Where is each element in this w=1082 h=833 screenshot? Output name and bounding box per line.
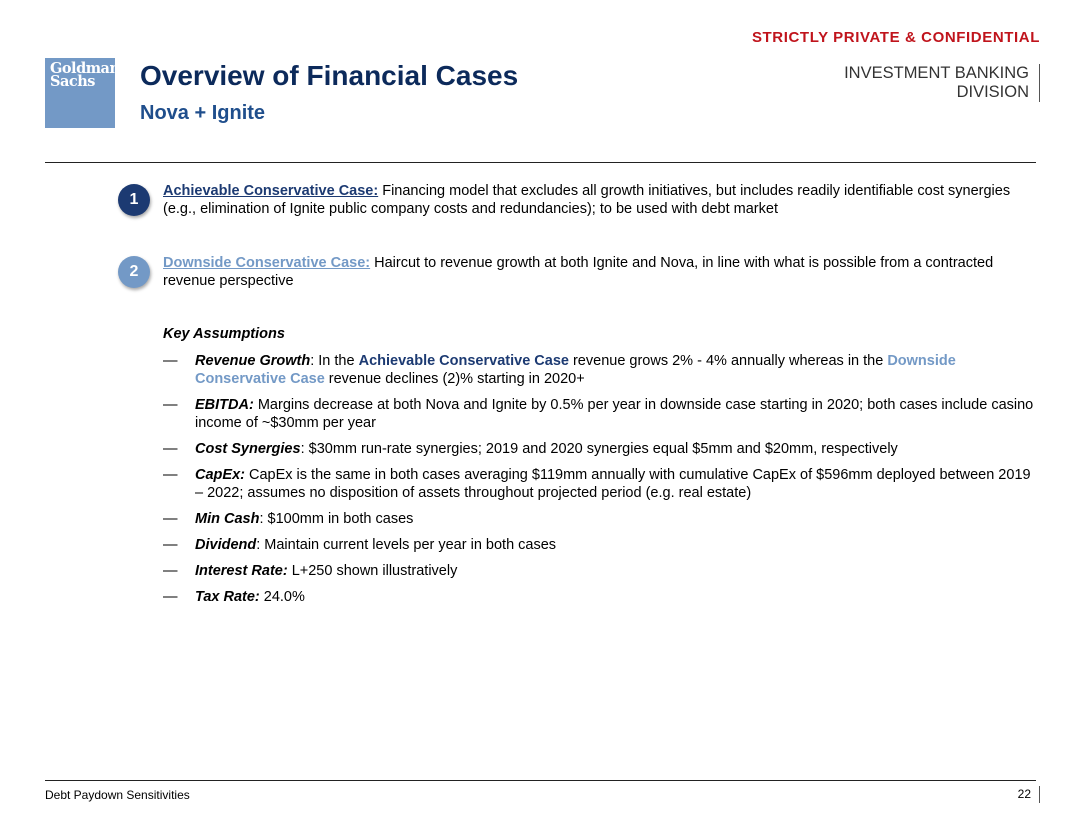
assumption-text: : $30mm run-rate synergies; 2019 and 2020 synergies equal $5mm and $20mm, respectively	[300, 441, 898, 457]
case-2-description	[163, 254, 1033, 290]
dash-bullet: —	[163, 467, 178, 483]
page-subtitle: Nova + Ignite	[140, 102, 266, 124]
assumption-text: CapEx is the same in both cases averaging $119mm annually with cumulative CapEx of $596mm deployed between 2019 – 2022; assumes no disposition of assets throughout projected period (e.g. real estate)	[195, 467, 1031, 501]
case-1-title: Achievable Conservative Case:	[163, 183, 379, 199]
assumption-cost-synergies	[163, 440, 1036, 458]
assumption-min-cash	[163, 510, 1036, 528]
case-1-description	[163, 182, 1033, 218]
page-number: 22	[1018, 786, 1040, 803]
division-line-1: INVESTMENT BANKING	[844, 64, 1029, 82]
assumption-text: : $100mm in both cases	[259, 511, 414, 527]
assumption-capex	[163, 466, 1036, 502]
dash-bullet: —	[163, 511, 178, 527]
page-title: Overview of Financial Cases	[140, 60, 519, 91]
assumption-label: EBITDA:	[195, 397, 254, 413]
assumption-text: L+250 shown illustratively	[287, 563, 458, 579]
assumption-text: revenue grows 2% - 4% annually whereas in the	[568, 353, 888, 369]
assumption-label: Interest Rate:	[195, 563, 288, 579]
achievable-case-highlight: Achievable Conservative Case	[358, 353, 569, 369]
assumption-revenue-growth	[163, 352, 1036, 388]
assumption-interest-rate	[163, 562, 1036, 580]
logo-line-1: Goldman	[50, 60, 120, 77]
case-1-number-badge: 1	[118, 184, 150, 216]
goldman-sachs-logo	[45, 58, 120, 128]
dash-bullet: —	[163, 563, 178, 579]
assumption-text: 24.0%	[259, 589, 305, 605]
assumption-label: Min Cash	[195, 511, 260, 527]
assumption-label: Cost Synergies	[195, 441, 301, 457]
assumption-text: Margins decrease at both Nova and Ignite by 0.5% per year in downside case starting in 2020; both cases include casino income of ~$30mm per year	[195, 397, 1034, 431]
key-assumptions-heading: Key Assumptions	[163, 326, 285, 342]
assumption-text: revenue declines (2)% starting in 2020+	[324, 371, 585, 387]
case-2-title: Downside Conservative Case:	[163, 255, 371, 271]
key-assumptions-list	[163, 352, 1036, 614]
assumption-ebitda	[163, 396, 1036, 432]
header-divider	[45, 162, 1036, 163]
dash-bullet: —	[163, 537, 178, 553]
division-label	[809, 64, 1040, 102]
footer-divider	[45, 780, 1036, 781]
assumption-dividend	[163, 536, 1036, 554]
dash-bullet: —	[163, 589, 178, 605]
division-line-2: DIVISION	[956, 83, 1029, 101]
assumption-text: : Maintain current levels per year in both cases	[256, 537, 557, 553]
dash-bullet: —	[163, 397, 178, 413]
assumption-label: Tax Rate:	[195, 589, 260, 605]
assumption-label: Dividend	[195, 537, 257, 553]
confidentiality-label: STRICTLY PRIVATE & CONFIDENTIAL	[751, 29, 1040, 46]
dash-bullet: —	[163, 441, 178, 457]
footer-section-label: Debt Paydown Sensitivities	[45, 788, 190, 802]
case-2-text: Haircut to revenue growth at both Ignite and Nova, in line with what is possible from a contracted revenue perspective	[163, 255, 994, 289]
downside-case-highlight: Downside Conservative Case	[195, 353, 956, 387]
case-2-number-badge: 2	[118, 256, 150, 288]
assumption-label: Revenue Growth	[195, 353, 311, 369]
assumption-label: CapEx:	[195, 467, 245, 483]
dash-bullet: —	[163, 353, 178, 369]
case-1-text: Financing model that excludes all growth initiatives, but includes readily identifiable cost synergies (e.g., elimination of Ignite public company costs and redundancies); to be used with debt market	[163, 183, 1011, 217]
assumption-text: : In the	[310, 353, 359, 369]
assumption-tax-rate	[163, 588, 1036, 606]
logo-line-2: Sachs	[50, 73, 95, 90]
